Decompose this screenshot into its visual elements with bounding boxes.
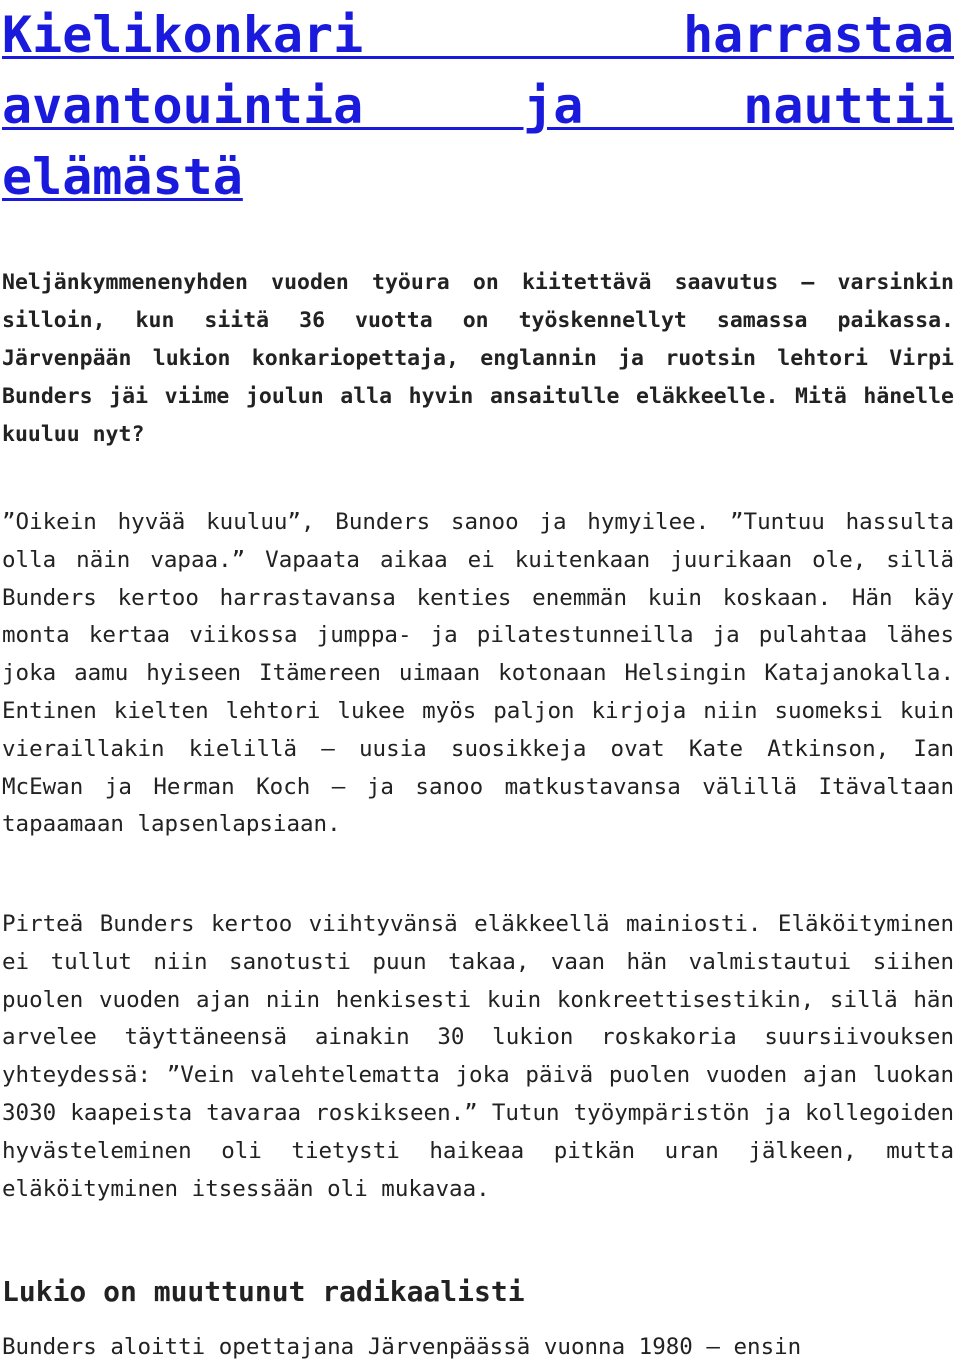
- article-paragraph: Pirteä Bunders kertoo viihtyvänsä eläkkeellä mainiosti. Eläköityminen ei tullut niin sanotusti puun takaa, vaan hän valmistautui siihen puolen vuoden ajan niin henkisesti kuin konkreettisestikin, sillä hän arvelee täyttäneensä ainakin 30 lukion roskakoria suursiivouksen yhteydessä: ”Vein valehtelematta joka päivä puolen vuoden ajan luokan 3030 kaapeista tavaraa roskikseen.” Tutun työympäristön ja kollegoiden hyvästeleminen oli tietysti haikeaa pitkän uran jälkeen, mutta eläköityminen itsessään oli mukavaa.: [2, 911, 954, 1202]
- section-heading: Lukio on muuttunut radikaalisti: [2, 1275, 525, 1308]
- article-title: [2, 0, 954, 213]
- article: [2, 0, 954, 1360]
- article-paragraph: Bunders aloitti opettajana Järvenpäässä vuonna 1980 – ensin: [2, 1334, 802, 1360]
- article-title-link[interactable]: Kielikonkari harrastaa avantouintia ja nauttii elämästä: [2, 6, 954, 206]
- article-paragraph: ”Oikein hyvää kuuluu”, Bunders sanoo ja hymyilee. ”Tuntuu hassulta olla näin vapaa.” Vapaata aikaa ei kuitenkaan juurikaan ole, sillä Bunders kertoo harrastavansa kenties enemmän kuin koskaan. Hän käy monta kertaa viikossa jumppa- ja pilatestunneilla ja pulahtaa lähes joka aamu hyiseen Itämereen uimaan kotonaan Helsingin Katajanokalla. Entinen kielten lehtori lukee myös paljon kirjoja niin suomeksi kuin vieraillakin kielillä – uusia suosikkeja ovat Kate Atkinson, Ian McEwan ja Herman Koch – ja sanoo matkustavansa välillä Itävaltaan tapaamaan lapsenlapsiaan.: [2, 509, 954, 838]
- article-lead: Neljänkymmenenyhden vuoden työura on kiitettävä saavutus – varsinkin silloin, kun siitä 36 vuotta on työskennellyt samassa paikassa. Järvenpään lukion konkariopettaja, englannin ja ruotsin lehtori Virpi Bunders jäi viime joulun alla hyvin ansaitulle eläkkeelle. Mitä hänelle kuuluu nyt?: [2, 270, 954, 447]
